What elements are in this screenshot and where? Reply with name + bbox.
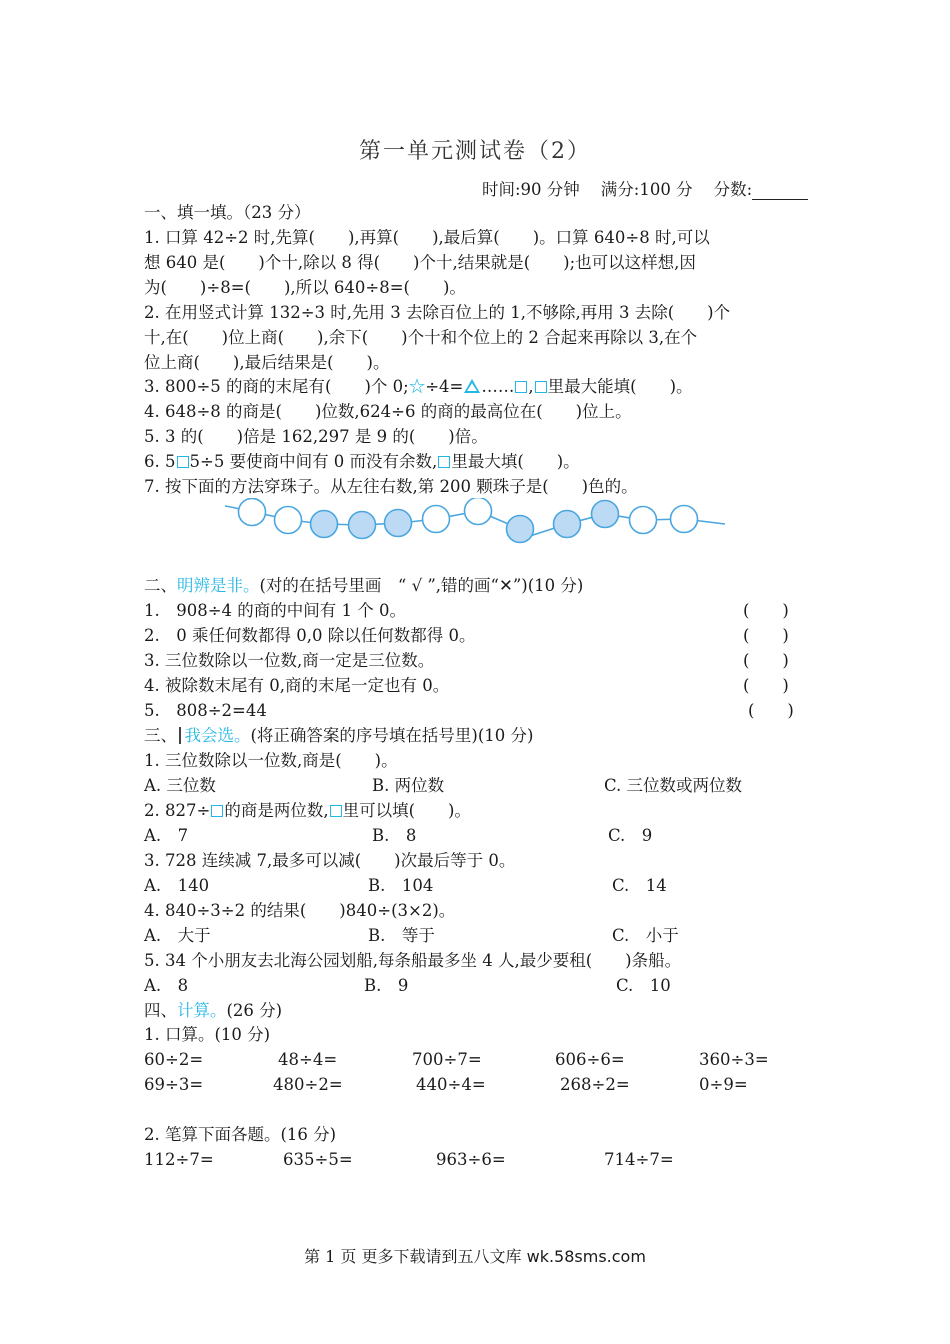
footer-link[interactable]: wk.58sms.com bbox=[526, 1247, 646, 1266]
mc-q3-option-c[interactable]: C. 14 bbox=[612, 876, 667, 895]
bead-white bbox=[423, 506, 450, 533]
full-score: 满分:100 分 bbox=[600, 180, 693, 199]
footer-text: 第 1 页 更多下载请到五八文库 bbox=[304, 1247, 527, 1266]
square-icon bbox=[330, 805, 342, 817]
q6-text-c: 里最大填( )。 bbox=[451, 452, 580, 471]
oral-calc-heading: 1. 口算。(10 分) bbox=[144, 1025, 271, 1044]
q1-line-2: 想 640 是( )个十,除以 8 得( )个十,结果就是( );也可以这样想,因 bbox=[144, 253, 696, 272]
section-3-instructions: (将正确答案的序号填在括号里)(10 分) bbox=[250, 726, 534, 745]
q5-line: 5. 3 的( )倍是 162,297 是 9 的( )倍。 bbox=[144, 427, 488, 446]
square-icon bbox=[515, 381, 527, 393]
q3-comma: , bbox=[528, 377, 534, 396]
score-label: 分数: bbox=[713, 180, 753, 199]
bead-white bbox=[239, 499, 266, 526]
calc-item: 268÷2= bbox=[560, 1075, 630, 1094]
mc-q1: 1. 三位数除以一位数,商是( )。 bbox=[144, 751, 398, 770]
tf-item-4: 4. 被除数末尾有 0,商的末尾一定也有 0。 bbox=[144, 676, 450, 695]
bead-blue bbox=[554, 511, 581, 538]
square-icon bbox=[438, 456, 450, 468]
calc-item: 700÷7= bbox=[412, 1050, 482, 1069]
q3-remainder-dots: …… bbox=[481, 377, 515, 396]
section-4-heading bbox=[144, 1000, 282, 1022]
q3-divide: ÷4= bbox=[425, 377, 464, 396]
q6-text-a: 6. 5 bbox=[144, 452, 176, 471]
divider-bar bbox=[179, 727, 181, 744]
q1-line-1: 1. 口算 42÷2 时,先算( ),再算( ),最后算( )。口算 640÷8 时,可以 bbox=[144, 228, 710, 247]
bead-white bbox=[671, 506, 698, 533]
answer-paren-4[interactable]: ( ) bbox=[743, 676, 789, 695]
mc-q4-option-c[interactable]: C. 小于 bbox=[612, 926, 679, 945]
bead-blue bbox=[311, 511, 338, 538]
star-icon: ☆ bbox=[408, 377, 426, 396]
bead-blue bbox=[349, 512, 376, 539]
q2-line-2: 十,在( )位上商( ),余下( )个十和个位上的 2 合起来再除以 3,在个 bbox=[144, 328, 698, 347]
square-icon bbox=[211, 805, 223, 817]
mc-q1-option-b[interactable]: B. 两位数 bbox=[372, 776, 445, 795]
mc-q2-text-b: 的商是两位数, bbox=[224, 801, 329, 820]
answer-paren-3[interactable]: ( ) bbox=[743, 651, 789, 670]
mc-q2-text-c: 里可以填( )。 bbox=[342, 801, 471, 820]
mc-q4-option-b[interactable]: B. 等于 bbox=[368, 926, 435, 945]
tf-item-5: 5. 808÷2=44 bbox=[144, 701, 267, 720]
section-1-heading: 一、填一填。（23 分） bbox=[144, 203, 311, 222]
exam-meta bbox=[482, 176, 808, 200]
square-icon bbox=[177, 456, 189, 468]
q2-line-3: 位上商( ),最后结果是( )。 bbox=[144, 353, 390, 372]
answer-paren-1[interactable]: ( ) bbox=[743, 601, 789, 620]
q3-tail: 里最大能填( )。 bbox=[547, 377, 693, 396]
bead-white bbox=[630, 507, 657, 534]
section-4-title: 计算。 bbox=[177, 1001, 227, 1020]
q1-line-3: 为( )÷8=( ),所以 640÷8=( )。 bbox=[144, 278, 466, 297]
calc-item: 0÷9= bbox=[699, 1075, 748, 1094]
written-calc-heading: 2. 笔算下面各题。(16 分) bbox=[144, 1125, 337, 1144]
calc-item: 963÷6= bbox=[436, 1150, 506, 1169]
calc-item: 60÷2= bbox=[144, 1050, 204, 1069]
bead-blue bbox=[592, 501, 619, 528]
time-limit: 时间:90 分钟 bbox=[482, 180, 580, 199]
calc-item: 360÷3= bbox=[699, 1050, 769, 1069]
section-2-number: 二、 bbox=[144, 576, 177, 595]
q3-line bbox=[144, 376, 693, 398]
mc-q3-option-b[interactable]: B. 104 bbox=[368, 876, 434, 895]
answer-paren-5[interactable]: ( ) bbox=[748, 701, 794, 720]
mc-q2-option-a[interactable]: A. 7 bbox=[144, 826, 189, 845]
triangle-icon bbox=[464, 379, 480, 393]
section-3-heading bbox=[144, 725, 534, 747]
calc-item: 440÷4= bbox=[416, 1075, 486, 1094]
section-3-number: 三、 bbox=[144, 726, 177, 745]
mc-q4: 4. 840÷3÷2 的结果( )840÷(3×2)。 bbox=[144, 901, 456, 920]
q7-line: 7. 按下面的方法穿珠子。从左往右数,第 200 颗珠子是( )色的。 bbox=[144, 477, 638, 496]
page-footer bbox=[0, 1244, 950, 1267]
mc-q4-option-a[interactable]: A. 大于 bbox=[144, 926, 211, 945]
section-2-heading bbox=[144, 575, 583, 597]
mc-q2 bbox=[144, 800, 471, 822]
answer-paren-2[interactable]: ( ) bbox=[743, 626, 789, 645]
calc-item: 69÷3= bbox=[144, 1075, 204, 1094]
tf-item-2: 2. 0 乘任何数都得 0,0 除以任何数都得 0。 bbox=[144, 626, 476, 645]
calc-item: 48÷4= bbox=[278, 1050, 338, 1069]
mc-q2-text-a: 2. 827÷ bbox=[144, 801, 211, 820]
bead-string-figure bbox=[220, 498, 740, 558]
mc-q5-option-c[interactable]: C. 10 bbox=[616, 976, 671, 995]
calc-item: 480÷2= bbox=[273, 1075, 343, 1094]
bead-blue bbox=[507, 516, 534, 543]
page-title: 第一单元测试卷（2） bbox=[359, 139, 591, 164]
mc-q1-option-a[interactable]: A. 三位数 bbox=[144, 776, 216, 795]
q4-line: 4. 648÷8 的商是( )位数,624÷6 的商的最高位在( )位上。 bbox=[144, 402, 632, 421]
calc-item: 714÷7= bbox=[604, 1150, 674, 1169]
mc-q5-option-a[interactable]: A. 8 bbox=[144, 976, 189, 995]
section-2-title: 明辨是非。 bbox=[177, 576, 260, 595]
calc-item: 112÷7= bbox=[144, 1150, 214, 1169]
section-2-instructions: (对的在括号里画 “ √ ”,错的画“✕”)(10 分) bbox=[259, 576, 584, 595]
section-4-number: 四、 bbox=[144, 1001, 177, 1020]
square-icon bbox=[535, 381, 547, 393]
section-4-points: (26 分) bbox=[226, 1001, 283, 1020]
calc-item: 635÷5= bbox=[283, 1150, 353, 1169]
mc-q5: 5. 34 个小朋友去北海公园划船,每条船最多坐 4 人,最少要租( )条船。 bbox=[144, 951, 682, 970]
q6-line bbox=[144, 451, 580, 473]
mc-q3-option-a[interactable]: A. 140 bbox=[144, 876, 210, 895]
mc-q2-option-b[interactable]: B. 8 bbox=[372, 826, 417, 845]
bead-white bbox=[465, 498, 492, 525]
mc-q1-option-c[interactable]: C. 三位数或两位数 bbox=[604, 776, 743, 795]
tf-item-3: 3. 三位数除以一位数,商一定是三位数。 bbox=[144, 651, 435, 670]
mc-q5-option-b[interactable]: B. 9 bbox=[364, 976, 409, 995]
mc-q2-option-c[interactable]: C. 9 bbox=[608, 826, 653, 845]
score-blank[interactable] bbox=[752, 183, 808, 200]
bead-white bbox=[275, 507, 302, 534]
q6-text-b: 5÷5 要使商中间有 0 而没有余数, bbox=[189, 452, 438, 471]
q2-line-1: 2. 在用竖式计算 132÷3 时,先用 3 去除百位上的 1,不够除,再用 3 去除( )个 bbox=[144, 303, 731, 322]
bead-blue bbox=[385, 510, 412, 537]
calc-item: 606÷6= bbox=[555, 1050, 625, 1069]
q3-text: 3. 800÷5 的商的末尾有( )个 0; bbox=[144, 377, 409, 396]
mc-q3: 3. 728 连续减 7,最多可以减( )次最后等于 0。 bbox=[144, 851, 516, 870]
section-3-title: 我会选。 bbox=[184, 726, 251, 745]
tf-item-1: 1. 908÷4 的商的中间有 1 个 0。 bbox=[144, 601, 407, 620]
